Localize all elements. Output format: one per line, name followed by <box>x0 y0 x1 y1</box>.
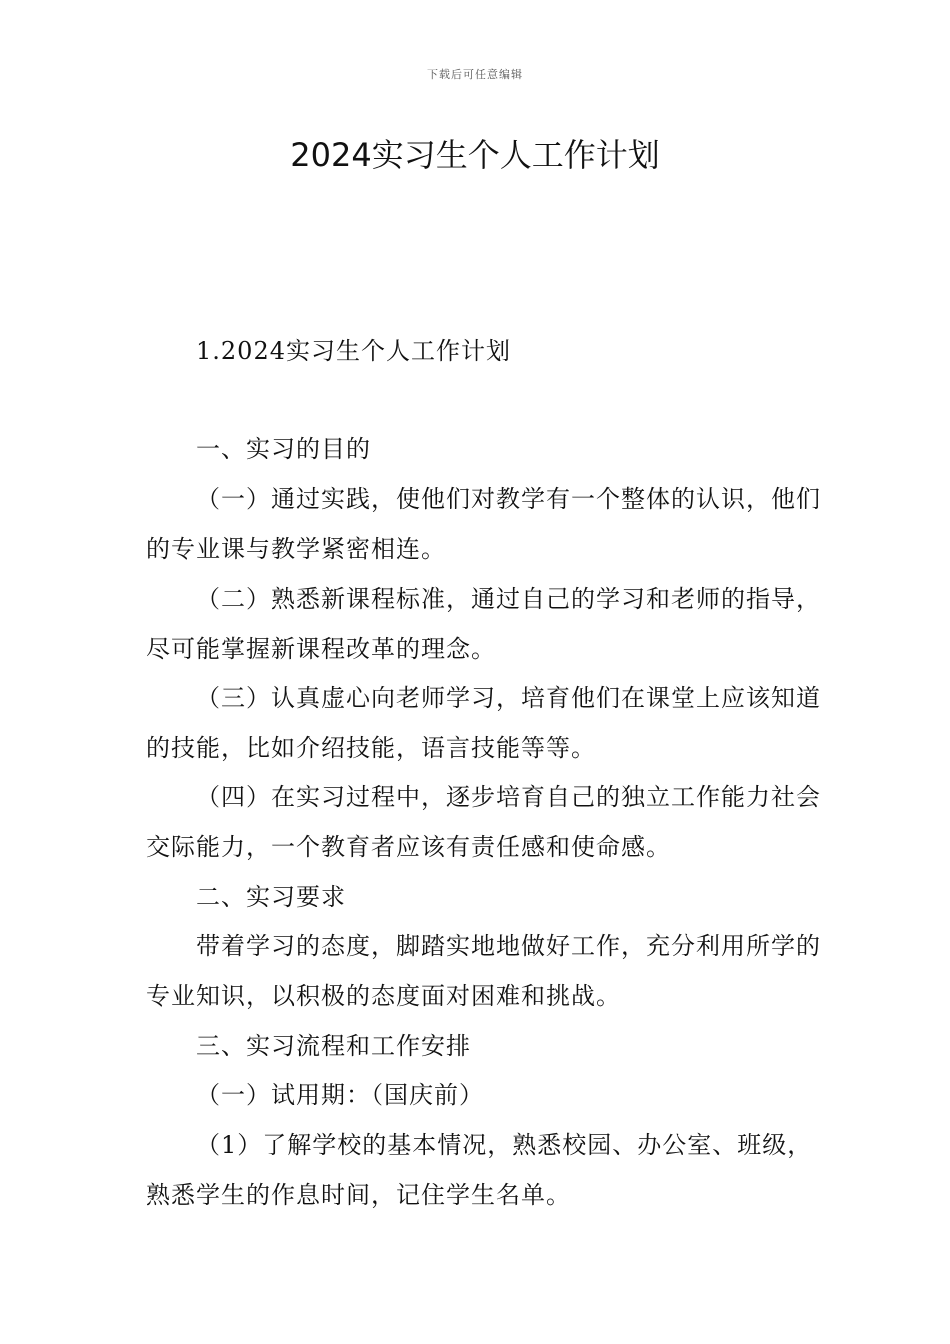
paragraph-requirements: 带着学习的态度，脚踏实地地做好工作，充分利用所学的专业知识，以积极的态度面对困难和挑战。 <box>146 932 821 1010</box>
paragraph-purpose-1: （一）通过实践，使他们对教学有一个整体的认识，他们的专业课与教学紧密相连。 <box>146 485 821 563</box>
paragraph-purpose-4: （四）在实习过程中，逐步培育自己的独立工作能力社会交际能力，一个教育者应该有责任感和使命感。 <box>146 783 821 861</box>
paragraph-purpose-2: （二）熟悉新课程标准，通过自己的学习和老师的指导，尽可能掌握新课程改革的理念。 <box>146 585 821 663</box>
heading-purpose: 一、实习的目的 <box>196 435 371 463</box>
heading-requirements: 二、实习要求 <box>196 883 346 911</box>
page-header-note: 下载后可任意编辑 <box>427 68 523 81</box>
heading-process: 三、实习流程和工作安排 <box>196 1032 471 1060</box>
section-subtitle: 1.2024实习生个人工作计划 <box>196 337 511 365</box>
document-title: 2024实习生个人工作计划 <box>290 136 660 174</box>
paragraph-purpose-3: （三）认真虚心向老师学习，培育他们在课堂上应该知道的技能，比如介绍技能，语言技能等等。 <box>146 684 821 762</box>
subheading-trial-period: （一）试用期：（国庆前） <box>196 1081 484 1109</box>
paragraph-trial-1: （1）了解学校的基本情况，熟悉校园、办公室、班级，熟悉学生的作息时间，记住学生名单。 <box>146 1131 813 1209</box>
